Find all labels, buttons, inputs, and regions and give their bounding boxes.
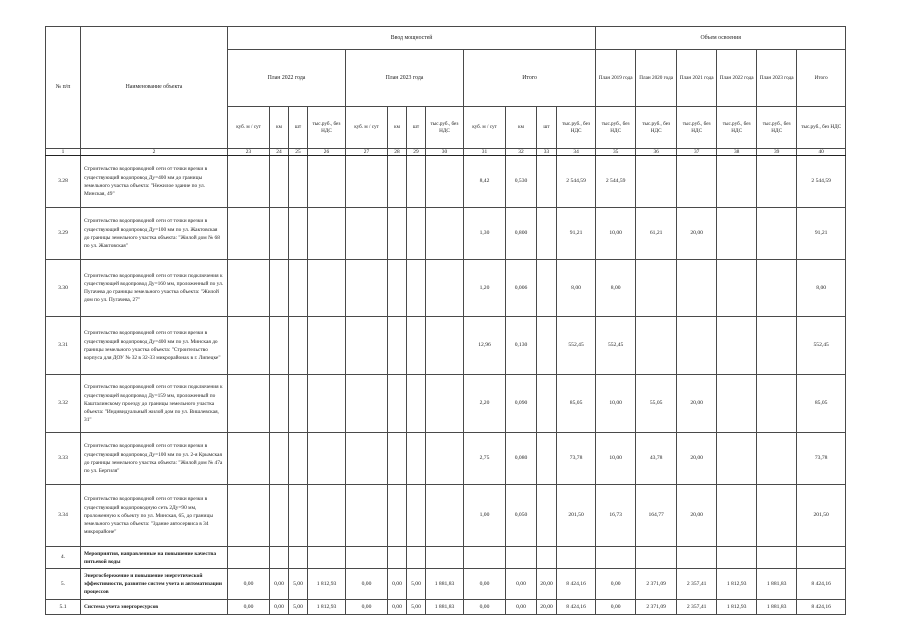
value-cell xyxy=(757,485,797,547)
value-cell xyxy=(388,547,407,569)
value-cell: 0,00 xyxy=(346,600,388,615)
value-cell: 0,00 xyxy=(270,600,289,615)
value-cell xyxy=(308,317,346,375)
value-cell xyxy=(346,485,388,547)
object-name-cell xyxy=(81,317,228,375)
value-cell xyxy=(636,156,677,208)
value-cell xyxy=(677,317,717,375)
value-cell: 85,05 xyxy=(797,375,846,433)
unit-header-sht: шт xyxy=(407,107,426,149)
value-cell: 8 424,16 xyxy=(797,569,846,600)
column-index-cell: 33 xyxy=(537,149,557,156)
value-cell: 0,090 xyxy=(506,375,537,433)
value-cell xyxy=(537,375,557,433)
table-row xyxy=(46,260,846,317)
value-cell: 1 812,93 xyxy=(308,569,346,600)
value-cell xyxy=(228,208,270,260)
value-cell xyxy=(270,375,289,433)
value-cell xyxy=(270,260,289,317)
value-cell xyxy=(537,433,557,485)
value-cell xyxy=(717,156,757,208)
object-name: Строительство водопроводной сети от точки подключения к существующей водопровод Ду=160 мм, проложенный по ул. Пугачева до границы земельного участка объекта: "Жилой дом по ул. Пугачева, 27" xyxy=(84,272,224,304)
value-cell: 0,00 xyxy=(464,600,506,615)
value-cell xyxy=(346,547,388,569)
unit-header-rub: тыс.руб., без НДС xyxy=(677,107,717,149)
value-cell: 20,00 xyxy=(537,600,557,615)
object-name: Строительство водопроводной сети от точки врезки в существующий водопроводную сеть 2Ду=90 мм, проложенную к объекту по ул. Минская, 65, до границы земельного участка объекта: "Здание автосервиса в 34 микрорайоне" xyxy=(84,496,213,535)
value-cell xyxy=(407,375,426,433)
value-cell xyxy=(289,317,308,375)
value-cell: 91,21 xyxy=(797,208,846,260)
value-cell: 0,00 xyxy=(228,600,270,615)
header-plan-2019: План 2019 года xyxy=(596,50,636,107)
value-cell: 8,00 xyxy=(557,260,596,317)
value-cell xyxy=(757,433,797,485)
object-name-cell xyxy=(81,375,228,433)
value-cell xyxy=(228,156,270,208)
value-cell: 61,21 xyxy=(636,208,677,260)
value-cell: 8 424,16 xyxy=(557,600,596,615)
value-cell: 1 881,83 xyxy=(426,569,464,600)
value-cell xyxy=(289,485,308,547)
header-financing-volume: Объем освоения xyxy=(596,27,846,50)
value-cell: 20,00 xyxy=(677,433,717,485)
unit-header-rub: тыс.руб., без НДС xyxy=(636,107,677,149)
value-cell: 0,00 xyxy=(596,600,636,615)
value-cell: 8 424,16 xyxy=(797,600,846,615)
value-cell xyxy=(308,260,346,317)
value-cell: 12,96 xyxy=(464,317,506,375)
value-cell xyxy=(537,208,557,260)
value-cell xyxy=(636,547,677,569)
header-total-fin: Итого xyxy=(797,50,846,107)
table-row xyxy=(46,485,846,547)
object-name-cell xyxy=(81,260,228,317)
value-cell xyxy=(228,485,270,547)
header-plan-2022: План 2022 года xyxy=(228,50,346,107)
value-cell xyxy=(270,317,289,375)
value-cell xyxy=(717,433,757,485)
row-number: 5.1 xyxy=(46,600,81,615)
value-cell: 0,130 xyxy=(506,317,537,375)
value-cell: 20,00 xyxy=(677,485,717,547)
column-index-cell: 28 xyxy=(388,149,407,156)
table-row xyxy=(46,156,846,208)
value-cell xyxy=(717,375,757,433)
value-cell: 2,20 xyxy=(464,375,506,433)
object-name: Строительство водопроводной сети от точки подключения к существующей водопровод Ду=159 мм, проложенный по Кашталинскому проезду до границы земельного участка объекта: "Индивидуальный жилой дом по ул. Вишлевская, 31" xyxy=(84,384,223,423)
unit-header-km: км xyxy=(388,107,407,149)
value-cell xyxy=(388,433,407,485)
column-index-cell: 35 xyxy=(596,149,636,156)
value-cell: 2,75 xyxy=(464,433,506,485)
value-cell: 1 812,93 xyxy=(308,600,346,615)
value-cell xyxy=(717,260,757,317)
header-capacity-commissioning: Ввод мощностей xyxy=(228,27,596,50)
value-cell: 1,00 xyxy=(464,485,506,547)
value-cell: 2 544,59 xyxy=(596,156,636,208)
value-cell: 8,00 xyxy=(797,260,846,317)
value-cell xyxy=(537,317,557,375)
value-cell xyxy=(346,156,388,208)
value-cell xyxy=(346,208,388,260)
value-cell xyxy=(388,375,407,433)
unit-header-rub: тыс.руб., без НДС xyxy=(557,107,596,149)
value-cell xyxy=(636,317,677,375)
table-row xyxy=(46,600,846,615)
unit-header-cub: куб. м / сут xyxy=(228,107,270,149)
table-body xyxy=(46,27,846,615)
object-name-cell xyxy=(81,485,228,547)
value-cell xyxy=(270,433,289,485)
value-cell xyxy=(346,260,388,317)
investment-program-table-sheet xyxy=(45,26,845,615)
column-index-cell: 26 xyxy=(308,149,346,156)
value-cell xyxy=(426,317,464,375)
unit-header-cub: куб. м / сут xyxy=(346,107,388,149)
value-cell: 1,30 xyxy=(464,208,506,260)
value-cell: 2 371,09 xyxy=(636,600,677,615)
value-cell xyxy=(270,547,289,569)
value-cell xyxy=(537,156,557,208)
object-name-cell xyxy=(81,600,228,615)
value-cell xyxy=(289,375,308,433)
value-cell: 0,00 xyxy=(464,569,506,600)
value-cell xyxy=(426,485,464,547)
unit-header-rub: тыс.руб., без НДС xyxy=(426,107,464,149)
object-name: Система учета энергоресурсов xyxy=(84,604,159,611)
value-cell: 201,50 xyxy=(797,485,846,547)
header-plan-2021: План 2021 года xyxy=(677,50,717,107)
value-cell xyxy=(289,208,308,260)
value-cell: 10,00 xyxy=(596,375,636,433)
value-cell xyxy=(426,547,464,569)
value-cell xyxy=(596,547,636,569)
value-cell xyxy=(270,156,289,208)
value-cell: 73,78 xyxy=(797,433,846,485)
value-cell xyxy=(407,156,426,208)
column-index-cell: 1 xyxy=(46,149,81,156)
row-number: 3.30 xyxy=(46,260,81,317)
unit-header-km: км xyxy=(506,107,537,149)
value-cell: 552,45 xyxy=(557,317,596,375)
column-index-cell: 32 xyxy=(506,149,537,156)
column-index-cell: 29 xyxy=(407,149,426,156)
column-index-cell: 27 xyxy=(346,149,388,156)
column-index-cell: 2 xyxy=(81,149,228,156)
column-index-cell: 23 xyxy=(228,149,270,156)
value-cell xyxy=(636,260,677,317)
value-cell: 0,00 xyxy=(388,600,407,615)
value-cell xyxy=(717,317,757,375)
header-total-capacity: Итого xyxy=(464,50,596,107)
table-row xyxy=(46,569,846,600)
value-cell xyxy=(388,156,407,208)
value-cell: 2 371,09 xyxy=(636,569,677,600)
value-cell xyxy=(537,547,557,569)
value-cell: 1 812,93 xyxy=(717,569,757,600)
value-cell: 0,00 xyxy=(228,569,270,600)
value-cell: 552,45 xyxy=(797,317,846,375)
value-cell: 20,00 xyxy=(537,569,557,600)
value-cell: 20,00 xyxy=(677,375,717,433)
unit-header-rub: тыс.руб., без НДС xyxy=(308,107,346,149)
value-cell xyxy=(388,485,407,547)
row-number: 3.28 xyxy=(46,156,81,208)
value-cell xyxy=(308,208,346,260)
object-name: Строительство водопроводной сети от точки врезки в существующий водопровод Ду=400 мм по ул. Минская до границы земельного участка объекта: "Строительство корпуса для ДОУ № 32 в 32-33 микрорайонах в г. Липецке" xyxy=(84,330,221,361)
value-cell xyxy=(717,208,757,260)
value-cell: 0,00 xyxy=(388,569,407,600)
column-index-cell: 34 xyxy=(557,149,596,156)
value-cell xyxy=(270,208,289,260)
object-name: Строительство водопроводной сети от точки врезки в существующий водопровод Ду=100 мм по ул. 2-я Крымская до границы земельного участка объекта: "Жилой дом № 47а по ул. Бергиля" xyxy=(84,443,223,474)
table-row xyxy=(46,547,846,569)
value-cell: 10,00 xyxy=(596,208,636,260)
value-cell: 10,00 xyxy=(596,433,636,485)
value-cell: 0,00 xyxy=(596,569,636,600)
unit-header-rub: тыс.руб., без НДС xyxy=(797,107,846,149)
table-row xyxy=(46,433,846,485)
value-cell xyxy=(797,547,846,569)
value-cell xyxy=(308,547,346,569)
unit-header-rub: тыс.руб., без НДС xyxy=(717,107,757,149)
value-cell xyxy=(537,485,557,547)
value-cell: 0,00 xyxy=(346,569,388,600)
value-cell xyxy=(289,156,308,208)
column-index-cell: 39 xyxy=(757,149,797,156)
value-cell xyxy=(677,547,717,569)
value-cell xyxy=(537,260,557,317)
value-cell: 201,50 xyxy=(557,485,596,547)
header-num: № п/п xyxy=(46,27,81,149)
value-cell xyxy=(346,317,388,375)
value-cell xyxy=(308,485,346,547)
value-cell xyxy=(557,547,596,569)
object-name-cell xyxy=(81,156,228,208)
value-cell xyxy=(757,156,797,208)
value-cell xyxy=(677,156,717,208)
row-number: 3.29 xyxy=(46,208,81,260)
row-number: 5. xyxy=(46,569,81,600)
value-cell xyxy=(426,156,464,208)
value-cell: 0,530 xyxy=(506,156,537,208)
value-cell: 55,05 xyxy=(636,375,677,433)
value-cell: 20,00 xyxy=(677,208,717,260)
value-cell xyxy=(228,260,270,317)
value-cell xyxy=(308,433,346,485)
value-cell: 85,05 xyxy=(557,375,596,433)
value-cell: 73,78 xyxy=(557,433,596,485)
column-index-cell: 31 xyxy=(464,149,506,156)
value-cell xyxy=(407,433,426,485)
value-cell: 1 881,83 xyxy=(426,600,464,615)
row-number: 3.34 xyxy=(46,485,81,547)
row-number: 3.32 xyxy=(46,375,81,433)
value-cell: 0,00 xyxy=(506,569,537,600)
value-cell: 0,006 xyxy=(506,260,537,317)
value-cell xyxy=(407,260,426,317)
value-cell xyxy=(346,375,388,433)
value-cell: 552,45 xyxy=(596,317,636,375)
value-cell xyxy=(677,260,717,317)
header-plan-2020: План 2020 года xyxy=(636,50,677,107)
unit-header-rub: тыс.руб., без НДС xyxy=(757,107,797,149)
value-cell xyxy=(407,317,426,375)
value-cell: 2 357,41 xyxy=(677,600,717,615)
value-cell xyxy=(757,208,797,260)
value-cell xyxy=(407,208,426,260)
value-cell: 2 357,41 xyxy=(677,569,717,600)
value-cell xyxy=(270,485,289,547)
object-name-cell xyxy=(81,569,228,600)
column-index-cell: 38 xyxy=(717,149,757,156)
table-row xyxy=(46,317,846,375)
value-cell: 43,78 xyxy=(636,433,677,485)
value-cell: 1 881,83 xyxy=(757,600,797,615)
column-index-cell: 37 xyxy=(677,149,717,156)
value-cell: 8,42 xyxy=(464,156,506,208)
value-cell xyxy=(289,433,308,485)
row-number: 4. xyxy=(46,547,81,569)
header-plan-2022-fin: План 2022 года xyxy=(717,50,757,107)
value-cell: 2 544,59 xyxy=(557,156,596,208)
value-cell xyxy=(757,375,797,433)
table-row xyxy=(46,375,846,433)
header-plan-2023: План 2023 года xyxy=(346,50,464,107)
column-index-cell: 25 xyxy=(289,149,308,156)
header-object-name: Наименование объекта xyxy=(81,27,228,149)
value-cell xyxy=(717,547,757,569)
value-cell: 16,73 xyxy=(596,485,636,547)
value-cell xyxy=(426,375,464,433)
value-cell xyxy=(388,208,407,260)
value-cell: 2 544,59 xyxy=(797,156,846,208)
value-cell: 8,00 xyxy=(596,260,636,317)
object-name: Строительство водопроводной сети от точки врезки в существующий водопровод Ду=100 мм по ул. Жактовская до границы земельного участка объекта: "Жилой дом № 68 по ул. Жактовская" xyxy=(84,218,220,249)
column-index-cell: 24 xyxy=(270,149,289,156)
unit-header-sht: шт xyxy=(289,107,308,149)
value-cell xyxy=(426,433,464,485)
unit-header-cub: куб. м / сут xyxy=(464,107,506,149)
value-cell xyxy=(346,433,388,485)
value-cell: 1,20 xyxy=(464,260,506,317)
value-cell: 1 812,93 xyxy=(717,600,757,615)
unit-header-sht: шт xyxy=(537,107,557,149)
unit-header-km: км xyxy=(270,107,289,149)
table-row xyxy=(46,208,846,260)
value-cell xyxy=(426,260,464,317)
value-cell xyxy=(308,156,346,208)
value-cell: 0,050 xyxy=(506,485,537,547)
object-name-cell xyxy=(81,547,228,569)
unit-header-rub: тыс.руб., без НДС xyxy=(596,107,636,149)
row-number: 3.33 xyxy=(46,433,81,485)
header-row-1 xyxy=(46,27,846,50)
value-cell xyxy=(289,547,308,569)
object-name: Строительство водопроводной сети от точки врезки в существующий водопровод Ду=400 мм до границы земельного участка объекта: "Нежилое здание по ул. Минская, 49" xyxy=(84,166,208,197)
value-cell xyxy=(228,375,270,433)
row-number: 3.31 xyxy=(46,317,81,375)
value-cell xyxy=(308,375,346,433)
value-cell: 0,080 xyxy=(506,433,537,485)
column-index-cell: 36 xyxy=(636,149,677,156)
value-cell xyxy=(464,547,506,569)
value-cell xyxy=(388,260,407,317)
header-plan-2023-fin: План 2023 года xyxy=(757,50,797,107)
value-cell xyxy=(717,485,757,547)
value-cell xyxy=(506,547,537,569)
value-cell xyxy=(407,547,426,569)
value-cell: 0,800 xyxy=(506,208,537,260)
value-cell xyxy=(757,317,797,375)
value-cell xyxy=(289,260,308,317)
value-cell: 5,00 xyxy=(407,600,426,615)
value-cell: 5,00 xyxy=(289,569,308,600)
object-name-cell xyxy=(81,208,228,260)
value-cell: 164,77 xyxy=(636,485,677,547)
value-cell: 0,00 xyxy=(270,569,289,600)
value-cell: 8 424,16 xyxy=(557,569,596,600)
value-cell xyxy=(228,433,270,485)
column-index-row xyxy=(46,149,846,156)
value-cell xyxy=(757,547,797,569)
value-cell: 91,21 xyxy=(557,208,596,260)
value-cell: 0,00 xyxy=(506,600,537,615)
object-name: Энергосбережение и повышение энергетической эффективности, развитие систем учета и автоматизации процессов xyxy=(84,573,222,596)
object-name: Мероприятия, направленные на повышение качества питьевой воды xyxy=(84,550,217,565)
column-index-cell: 30 xyxy=(426,149,464,156)
value-cell: 5,00 xyxy=(407,569,426,600)
value-cell xyxy=(228,317,270,375)
value-cell xyxy=(407,485,426,547)
investment-program-table xyxy=(45,26,846,615)
value-cell: 1 881,83 xyxy=(757,569,797,600)
value-cell xyxy=(388,317,407,375)
value-cell xyxy=(757,260,797,317)
value-cell xyxy=(228,547,270,569)
value-cell: 5,00 xyxy=(289,600,308,615)
value-cell xyxy=(426,208,464,260)
object-name-cell xyxy=(81,433,228,485)
column-index-cell: 40 xyxy=(797,149,846,156)
